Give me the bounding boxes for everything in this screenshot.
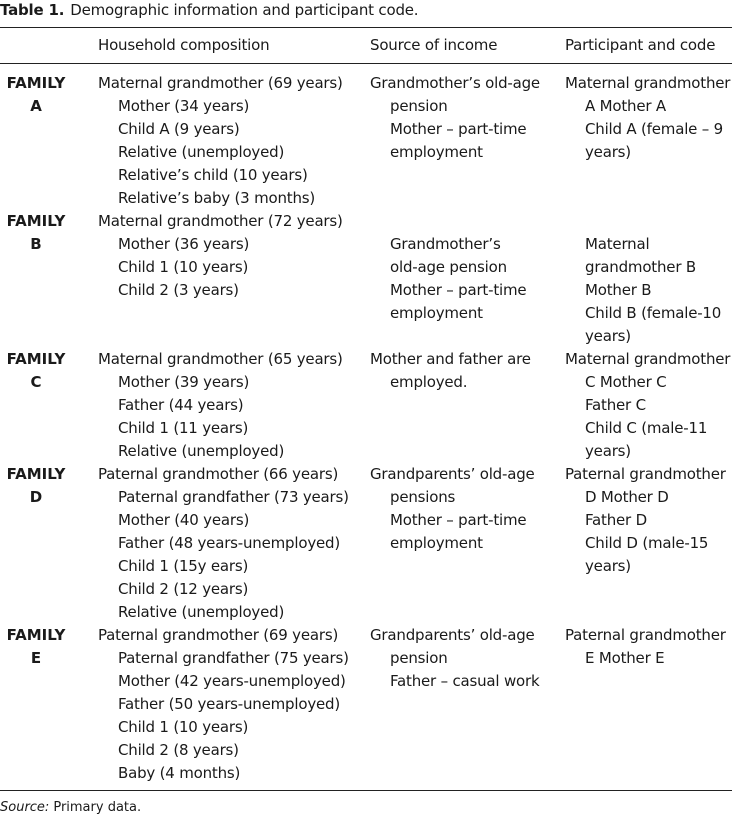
family-label-line: FAMILY: [6, 465, 66, 483]
household-line: Child 1 (10 years): [118, 258, 249, 276]
household-line: Child A (9 years): [118, 120, 240, 138]
income-line: Father – casual work: [390, 672, 540, 690]
household-line: Maternal grandmother (65 years): [98, 350, 343, 368]
income-line: pension: [390, 97, 448, 115]
family-label-line: FAMILY: [6, 212, 66, 230]
income-line: [370, 210, 526, 233]
income-line: Mother – part-time: [390, 120, 527, 138]
household-line: Father (50 years-unemployed): [118, 695, 340, 713]
participant-line: E Mother E: [585, 649, 665, 667]
household-cell: [98, 72, 343, 210]
header-household: Household composition: [98, 36, 270, 54]
household-line: Relative (unemployed): [118, 143, 285, 161]
income-cell: [370, 624, 539, 693]
household-line: Child 2 (8 years): [118, 741, 239, 759]
participant-line: Maternal grandmother: [565, 350, 731, 368]
income-line: employment: [390, 304, 483, 322]
income-line: Mother – part-time: [390, 511, 527, 529]
participant-cell: [565, 624, 726, 670]
household-line: Mother (36 years): [118, 235, 250, 253]
household-line: Paternal grandfather (75 years): [118, 649, 349, 667]
household-line: Paternal grandfather (73 years): [118, 488, 349, 506]
household-line: Relative (unemployed): [118, 603, 285, 621]
family-label: [0, 348, 72, 394]
participant-line: Child A (female – 9: [585, 120, 723, 138]
family-label: [0, 72, 72, 118]
participant-line: grandmother B: [585, 258, 696, 276]
income-cell: [370, 348, 531, 394]
income-line: pension: [390, 649, 448, 667]
household-line: Maternal grandmother (72 years): [98, 212, 343, 230]
table-source: [0, 798, 141, 818]
household-line: Baby (4 months): [118, 764, 241, 782]
household-line: Maternal grandmother (69 years): [98, 74, 343, 92]
source-text: Primary data.: [53, 800, 142, 815]
income-cell: [370, 72, 540, 164]
participant-line: Child B (female-10: [585, 304, 722, 322]
household-cell: [98, 348, 343, 463]
header-income: Source of income: [370, 36, 498, 54]
family-label-line: C: [30, 373, 42, 391]
income-cell: [370, 463, 535, 555]
source-label: Source:: [0, 800, 50, 815]
participant-line: D Mother D: [585, 488, 669, 506]
income-line: Mother – part-time: [390, 281, 527, 299]
income-line: pensions: [390, 488, 456, 506]
household-line: Mother (40 years): [118, 511, 250, 529]
household-line: Relative’s child (10 years): [118, 166, 308, 184]
income-line: old-age pension: [390, 258, 507, 276]
income-line: employment: [390, 143, 483, 161]
participant-cell: [565, 72, 730, 164]
family-label-line: FAMILY: [6, 350, 66, 368]
household-line: Mother (34 years): [118, 97, 250, 115]
participant-line: Mother B: [585, 281, 652, 299]
participant-line: years): [585, 327, 631, 345]
household-line: Child 2 (3 years): [118, 281, 239, 299]
income-line: employment: [390, 534, 483, 552]
income-line: Grandparents’ old-age: [370, 465, 535, 483]
income-cell: [370, 210, 526, 325]
participant-line: years): [585, 557, 631, 575]
participant-line: Paternal grandmother: [565, 626, 726, 644]
participant-line: [565, 210, 721, 233]
table-title: [0, 0, 418, 20]
family-label-line: E: [30, 649, 42, 667]
participant-line: A Mother A: [585, 97, 666, 115]
household-cell: [98, 210, 343, 302]
participant-line: years): [585, 143, 631, 161]
household-line: Relative’s baby (3 months): [118, 189, 316, 207]
income-line: Mother and father are: [370, 350, 531, 368]
participant-cell: [565, 210, 721, 348]
household-line: Father (48 years-unemployed): [118, 534, 340, 552]
income-line: Grandmother’s: [390, 235, 501, 253]
household-line: Relative (unemployed): [118, 442, 285, 460]
table-caption: Demographic information and participant code.: [70, 1, 419, 19]
household-line: Father (44 years): [118, 396, 244, 414]
bottom-rule: [0, 790, 732, 791]
participant-line: Child C (male-11: [585, 419, 708, 437]
header-rule: [0, 63, 732, 64]
household-cell: [98, 624, 349, 785]
participant-line: Maternal grandmother: [565, 74, 731, 92]
household-line: Mother (42 years-unemployed): [118, 672, 346, 690]
participant-line: Father C: [585, 396, 646, 414]
income-line: employed.: [390, 373, 468, 391]
household-line: Paternal grandmother (66 years): [98, 465, 339, 483]
family-label-line: D: [29, 488, 43, 506]
top-rule: [0, 27, 732, 28]
household-line: Mother (39 years): [118, 373, 250, 391]
household-line: Child 1 (11 years): [118, 419, 249, 437]
family-label-line: A: [30, 97, 42, 115]
household-line: Child 1 (15y ears): [118, 557, 249, 575]
participant-line: Paternal grandmother: [565, 465, 726, 483]
table-label: Table 1.: [0, 1, 65, 19]
family-label: [0, 624, 72, 670]
income-line: Grandmother’s old-age: [370, 74, 540, 92]
household-cell: [98, 463, 349, 624]
family-label: [0, 210, 72, 256]
family-label-line: FAMILY: [6, 74, 66, 92]
family-label: [0, 463, 72, 509]
participant-line: C Mother C: [585, 373, 667, 391]
participant-line: Father D: [585, 511, 647, 529]
family-label-line: B: [30, 235, 42, 253]
header-participant: Participant and code: [565, 36, 716, 54]
participant-line: Maternal: [585, 235, 650, 253]
participant-cell: [565, 463, 726, 578]
household-line: Paternal grandmother (69 years): [98, 626, 339, 644]
participant-line: Child D (male-15: [585, 534, 709, 552]
income-line: Grandparents’ old-age: [370, 626, 535, 644]
participant-cell: [565, 348, 730, 463]
household-line: Child 2 (12 years): [118, 580, 249, 598]
household-line: Child 1 (10 years): [118, 718, 249, 736]
family-label-line: FAMILY: [6, 626, 66, 644]
participant-line: years): [585, 442, 631, 460]
